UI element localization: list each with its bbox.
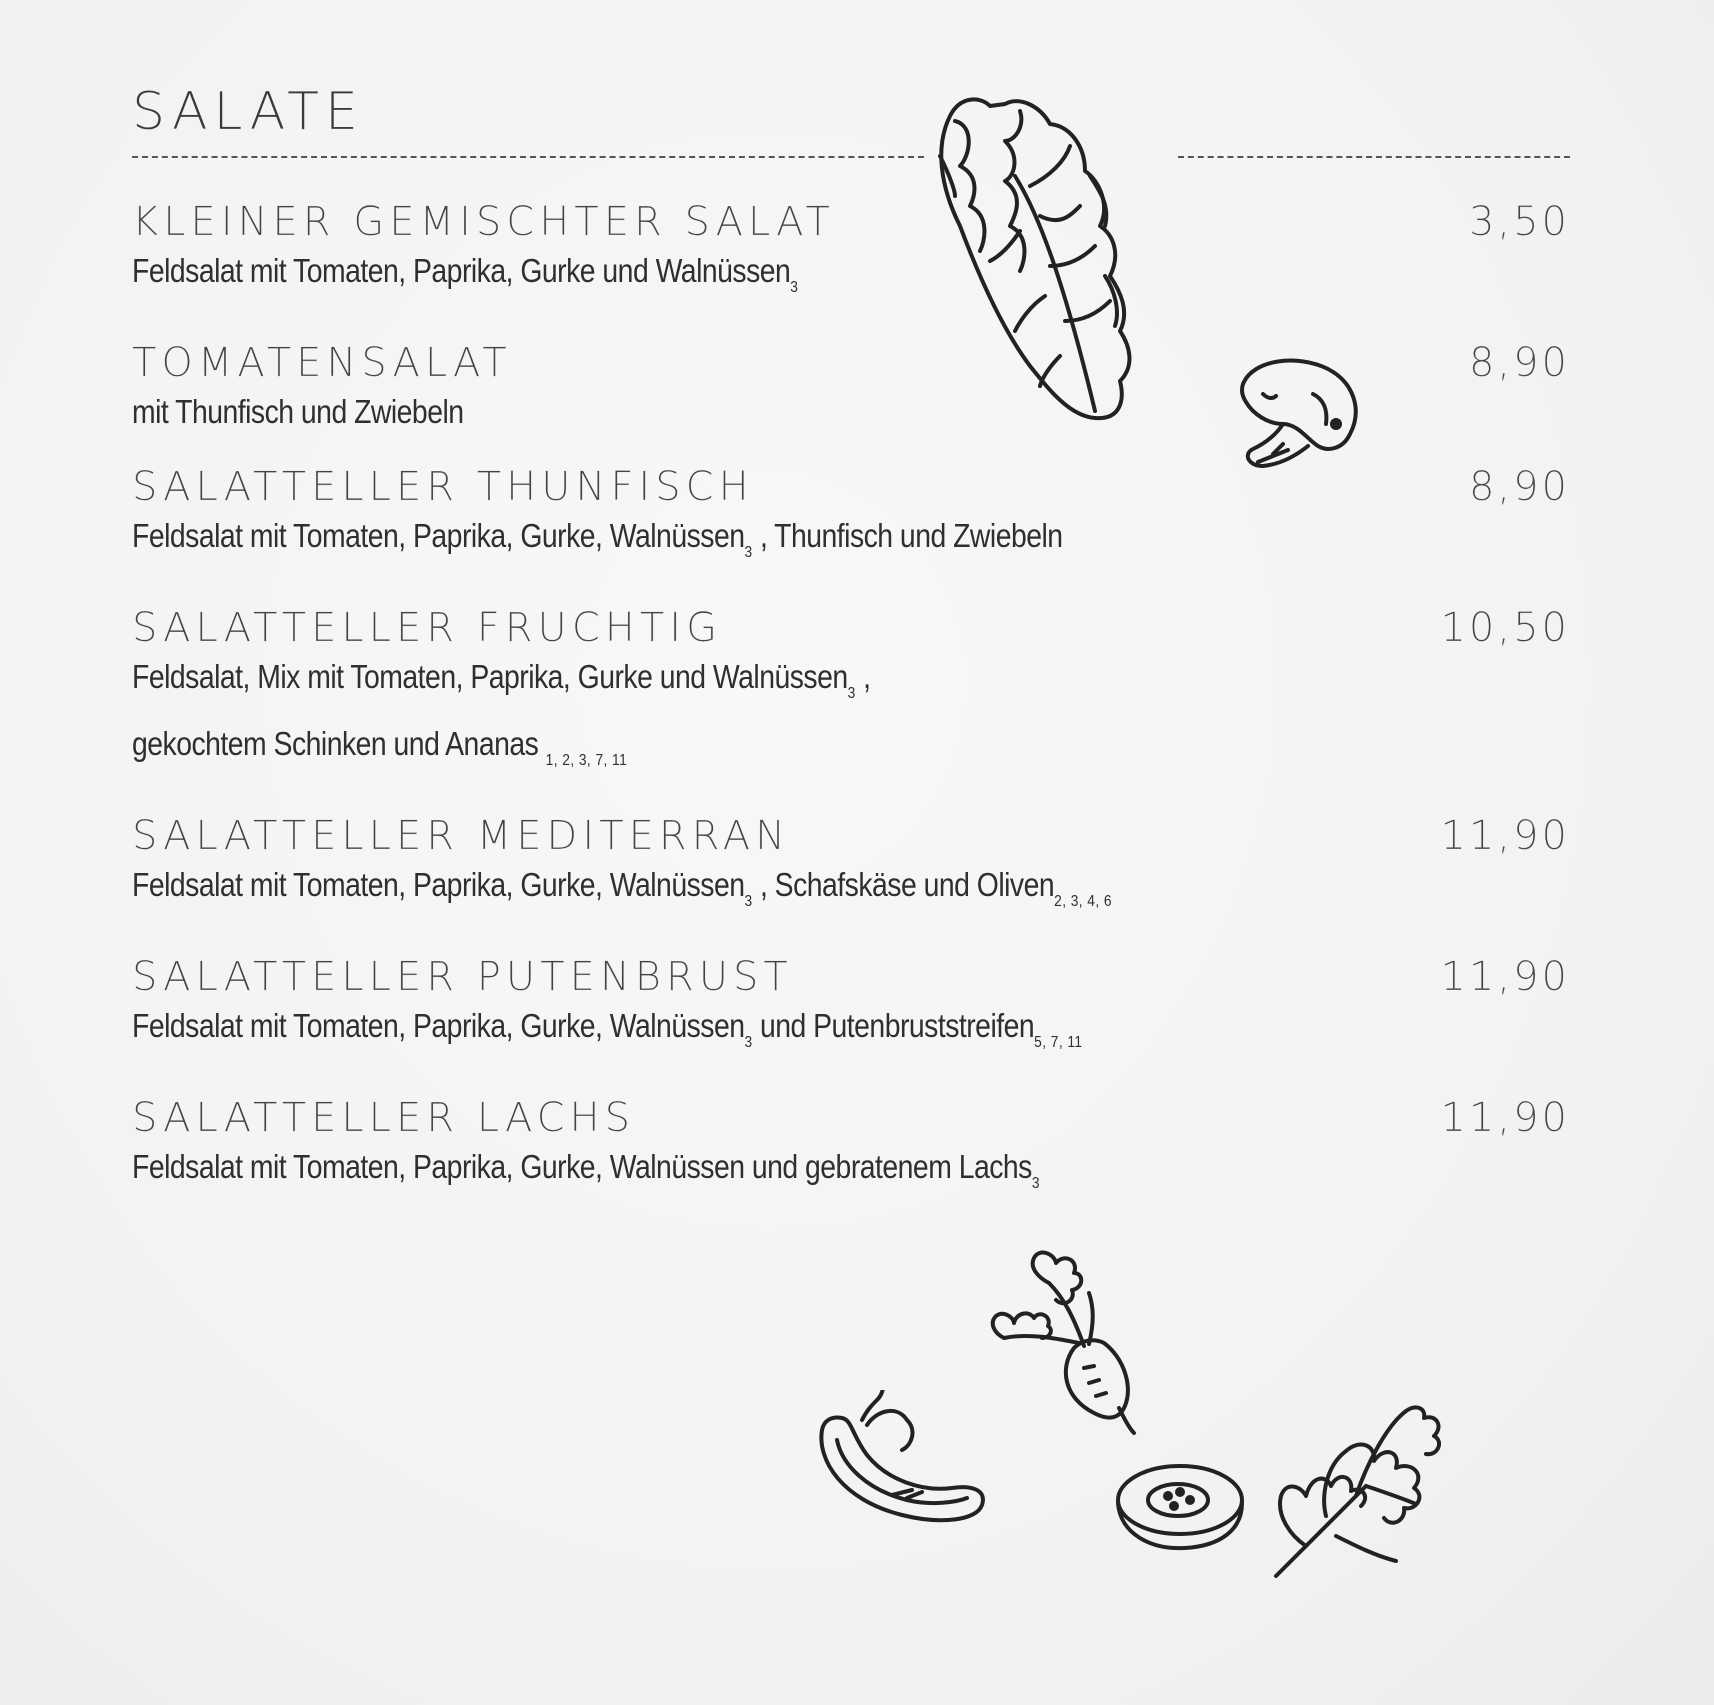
item-description: mit Thunfisch und Zwiebeln [132, 393, 464, 430]
item-name: TOMATENSALAT [132, 340, 512, 386]
item-price: 10,50 [1440, 605, 1570, 651]
menu-item [132, 463, 1570, 578]
item-price: 11,90 [1440, 954, 1570, 1000]
item-price: 8,90 [1468, 464, 1570, 510]
cucumber-slice-icon [1110, 1458, 1250, 1558]
item-description-line-2: gekochtem Schinken und Ananas $_{1, 2, 3, 7, 11}$ [132, 725, 628, 769]
item-description: Feldsalat, Mix mit Tomaten, Paprika, Gurke und Walnüssen$_3$ , [132, 658, 871, 702]
menu-item [132, 1094, 1570, 1209]
menu-item [132, 953, 1570, 1068]
pepper-slice-icon [812, 1390, 992, 1530]
beetroot-icon [984, 1238, 1164, 1438]
menu-item [132, 812, 1570, 927]
item-description: Feldsalat mit Tomaten, Paprika, Gurke, Walnüssen$_3$ , Schafskäse und Oliven$_{2, 3, 4, 6}$ [132, 866, 1112, 910]
menu-items [132, 198, 1570, 1235]
item-description: Feldsalat mit Tomaten, Paprika, Gurke und Walnüssen$_3$ [132, 252, 799, 296]
menu-item [132, 339, 1570, 437]
title-divider-left [132, 156, 924, 158]
menu-item [132, 198, 1570, 313]
section-title: SALATE [132, 82, 364, 142]
item-price: 11,90 [1440, 1095, 1570, 1141]
item-description: Feldsalat mit Tomaten, Paprika, Gurke, Walnüssen$_3$ , Thunfisch und Zwiebeln [132, 517, 1063, 561]
item-name: SALATTELLER MEDITERRAN [132, 813, 791, 859]
item-price: 11,90 [1440, 813, 1570, 859]
item-name: SALATTELLER THUNFISCH [132, 464, 754, 510]
item-name: SALATTELLER LACHS [132, 1095, 636, 1141]
item-name: SALATTELLER PUTENBRUST [132, 954, 793, 1000]
item-description: Feldsalat mit Tomaten, Paprika, Gurke, Walnüssen$_3$ und Putenbruststreifen$_{5, 7, 11}$ [132, 1007, 1083, 1051]
item-name: SALATTELLER FRUCHTIG [132, 605, 723, 651]
item-price: 8,90 [1468, 340, 1570, 386]
title-divider-right [1178, 156, 1570, 158]
item-description: Feldsalat mit Tomaten, Paprika, Gurke, Walnüssen und gebratenem Lachs$_3$ [132, 1148, 1040, 1192]
item-price: 3,50 [1468, 199, 1570, 245]
parsley-icon [1266, 1396, 1446, 1586]
menu-item [132, 604, 1570, 786]
item-name: KLEINER GEMISCHTER SALAT [132, 199, 835, 245]
